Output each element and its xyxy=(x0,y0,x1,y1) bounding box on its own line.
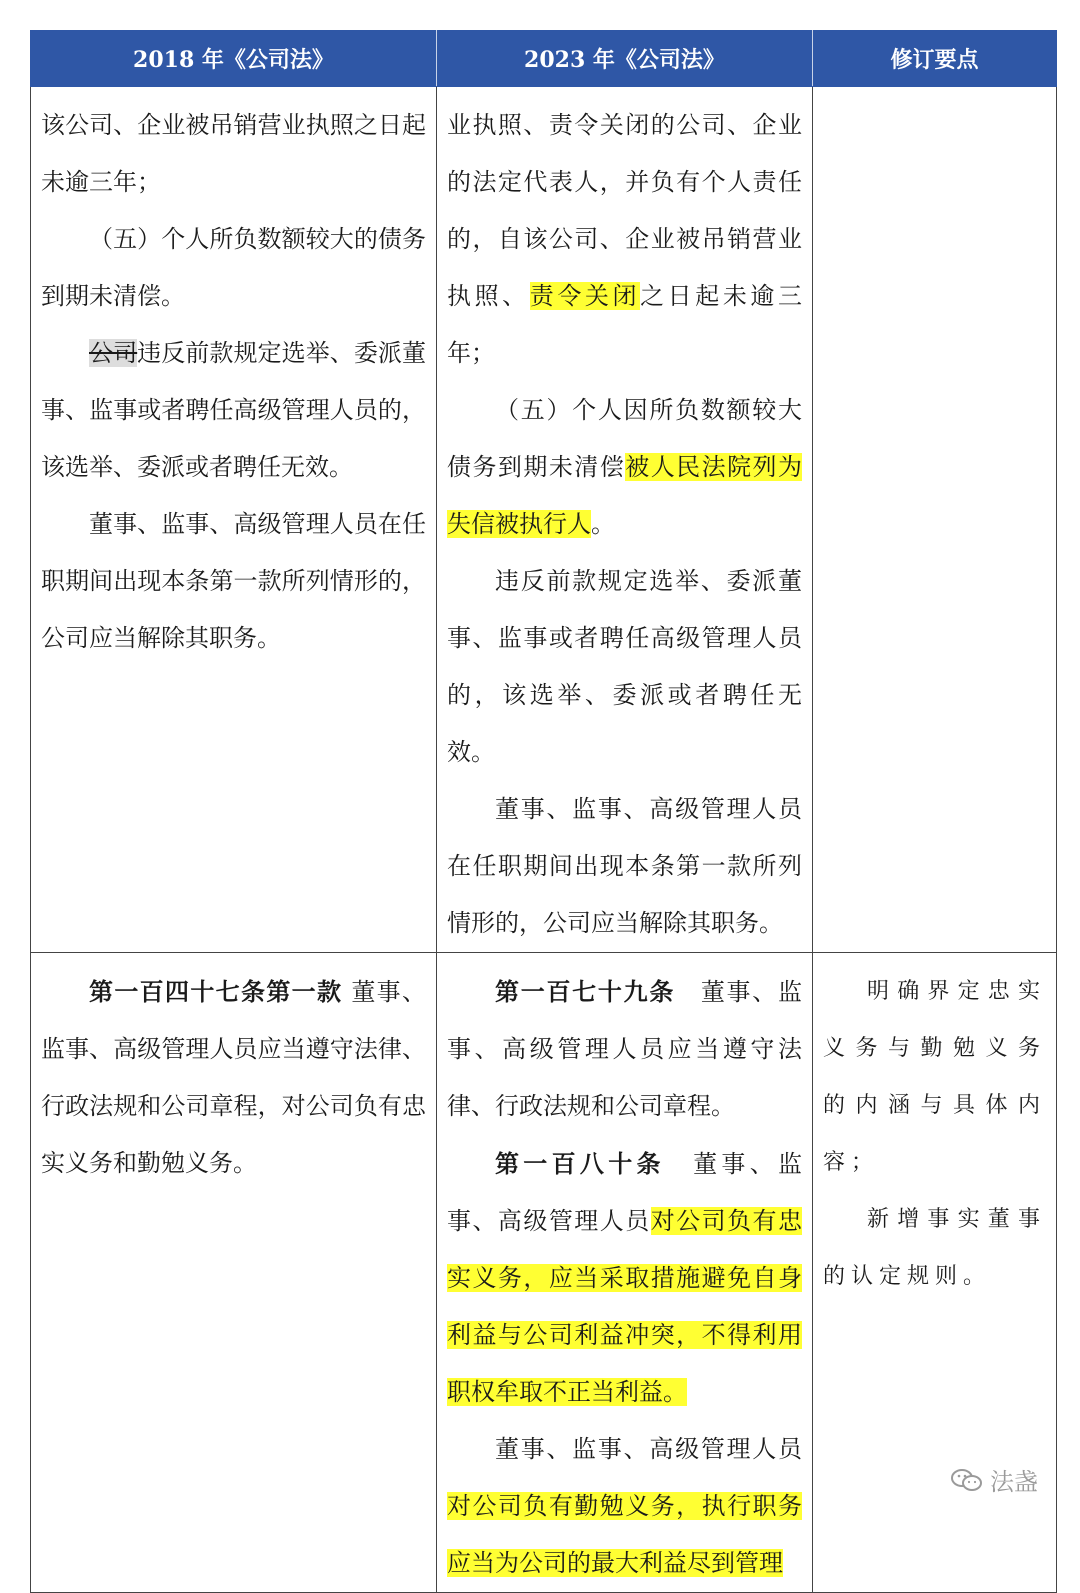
paragraph xyxy=(447,97,802,382)
header-2018: 2018 年《公司法》 xyxy=(31,31,437,87)
paragraph: （五）个人所负数额较大的债务到期未清偿。 xyxy=(41,225,426,310)
article-number: 第一百四十七条第一款 xyxy=(89,977,343,1006)
cell-2018 xyxy=(31,953,437,1593)
paragraph-text: （五）个人因所负数额较大债务到期未清偿 xyxy=(447,396,802,481)
table-row xyxy=(31,87,1057,953)
paragraph xyxy=(447,1135,802,1421)
paragraph: 违反前款规定选举、委派董事、监事或者聘任高级管理人员的，该选举、委派或者聘任无效。 xyxy=(447,567,802,766)
law-comparison-table xyxy=(30,30,1057,1593)
paragraph-text: 违反前款规定选举、委派董事、监事或者聘任高级管理人员的，该选举、委派或者聘任无效。 xyxy=(41,339,427,481)
header-2023: 2023 年《公司法》 xyxy=(437,31,813,87)
paragraph: 董事、监事、高级管理人员在任职期间出现本条第一款所列情形的，公司应当解除其职务。 xyxy=(41,510,426,652)
paragraph-text: 之日起未逾三年； xyxy=(447,282,803,367)
paragraph-text: 董事、监事、高级管理人员 xyxy=(495,1435,802,1463)
paragraph-text: 董事、监事、高级管理人员 xyxy=(447,1150,803,1235)
paragraph xyxy=(447,1421,802,1592)
paragraph: 明确界定忠实义务与勤勉义务的内涵与具体内容； xyxy=(823,979,1046,1175)
paragraph xyxy=(41,963,426,1192)
article-number: 第一百七十九条 xyxy=(495,977,676,1006)
deleted-text: 公司 xyxy=(89,339,138,367)
paragraph-text: 。 xyxy=(591,510,615,538)
cell-2023 xyxy=(437,953,813,1593)
paragraph-text: 董事、监事、高级管理人员应当遵守法律、行政法规和公司章程，对公司负有忠实义务和勤勉义务。 xyxy=(41,978,426,1177)
highlighted-text: 对公司负有勤勉义务，执行职务应当为公司的最大利益尽到管理 xyxy=(447,1492,802,1577)
paragraph-text: 董事、监事、高级管理人员应当遵守法律、行政法规和公司章程。 xyxy=(447,978,803,1120)
highlighted-text: 被人民法院列为失信被执行人 xyxy=(447,453,803,538)
header-key-points: 修订要点 xyxy=(813,31,1057,87)
table-header-row xyxy=(31,31,1057,87)
watermark-text: 法盏 xyxy=(990,1468,1038,1496)
paragraph: 该公司、企业被吊销营业执照之日起未逾三年； xyxy=(41,111,426,196)
paragraph: 董事、监事、高级管理人员在任职期间出现本条第一款所列情形的，公司应当解除其职务。 xyxy=(447,795,802,937)
paragraph-text: 业执照、责令关闭的公司、企业的法定代表人，并负有个人责任的，自该公司、企业被吊销营业执照、 xyxy=(447,111,802,310)
paragraph: 新增事实董事的认定规则。 xyxy=(823,1207,1046,1289)
highlighted-text: 责令关闭 xyxy=(529,282,641,310)
cell-2018 xyxy=(31,87,437,953)
table-row xyxy=(31,953,1057,1593)
cell-key-points xyxy=(813,87,1057,953)
cell-2023 xyxy=(437,87,813,953)
watermark xyxy=(950,1462,1038,1497)
paragraph xyxy=(447,382,802,553)
wechat-icon xyxy=(950,1468,984,1492)
paragraph xyxy=(447,963,802,1135)
article-number: 第一百八十条 xyxy=(495,1149,665,1178)
paragraph xyxy=(41,325,426,496)
highlighted-text: 对公司负有忠实义务，应当采取措施避免自身利益与公司利益冲突，不得利用职权牟取不正当利益。 xyxy=(447,1207,803,1406)
